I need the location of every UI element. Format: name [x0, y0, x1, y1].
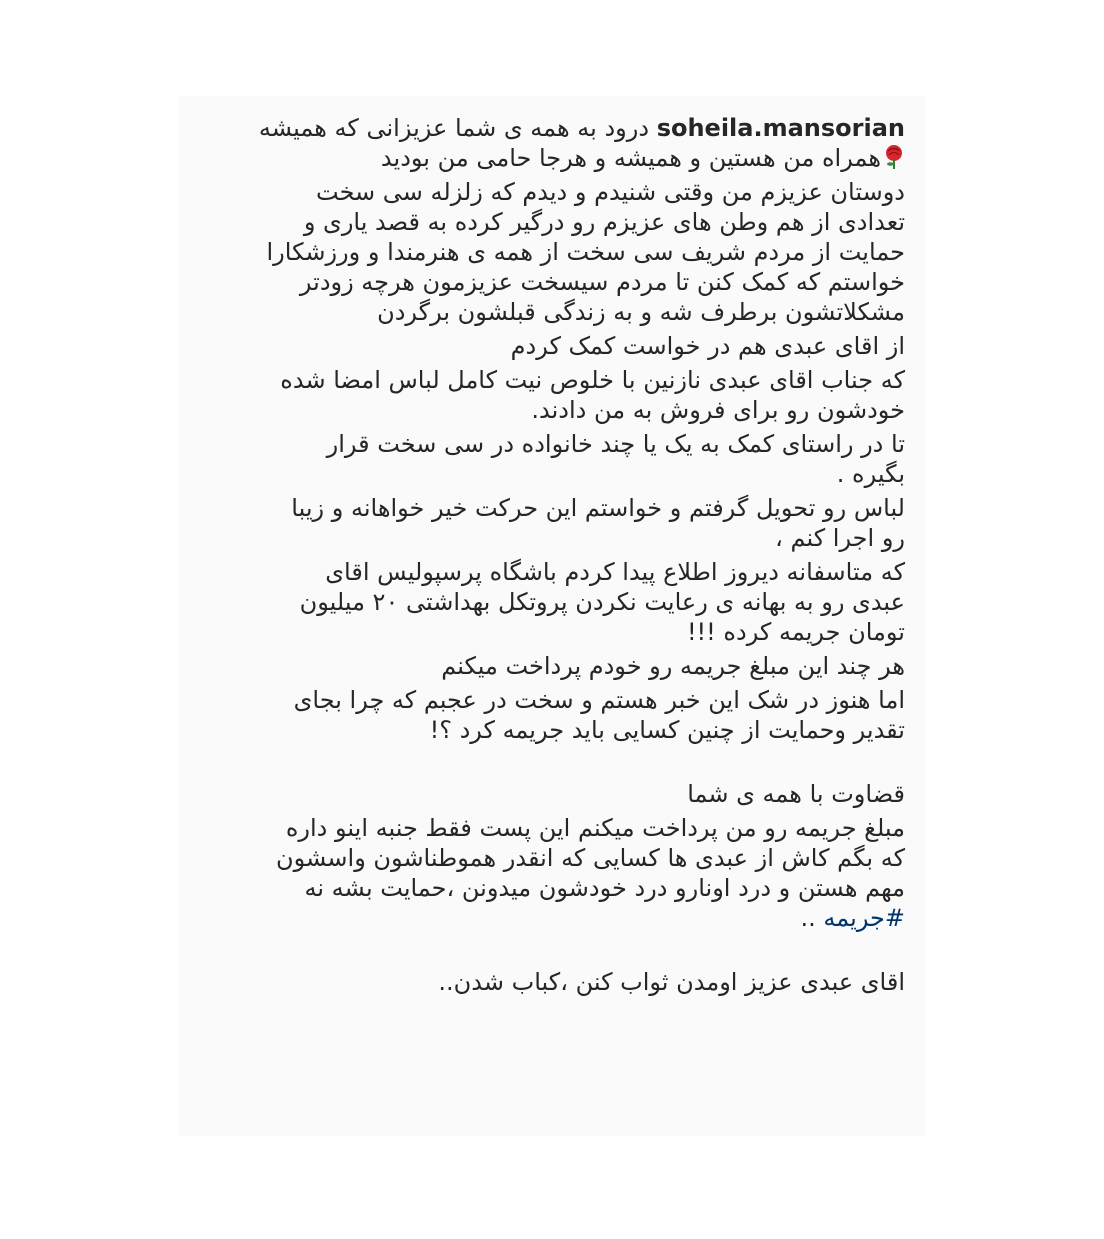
caption-line [205, 903, 905, 933]
caption-line [205, 813, 905, 843]
caption-text: همراه من هستین و همیشه و هرجا حامی من بودید [380, 144, 881, 172]
caption-text: حمایت از مردم شریف سی سخت از همه ی هنرمندا و ورزشکارا [266, 238, 905, 266]
caption-text: قضاوت با همه ی شما [687, 780, 905, 808]
caption-text: اما هنوز در شک این خبر هستم و سخت در عجبم که چرا بجای [293, 686, 905, 714]
caption-line [205, 715, 905, 745]
caption-text: که متاسفانه دیروز اطلاع پیدا کردم باشگاه پرسپولیس اقای [325, 558, 905, 586]
caption-line [205, 177, 905, 207]
caption-text: رو اجرا کنم ، [775, 524, 905, 552]
caption-text: تقدیر وحمایت از چنین کسایی باید جریمه کرد ؟! [429, 716, 905, 744]
caption-line [205, 267, 905, 297]
caption-line [205, 429, 905, 459]
caption-text: دوستان عزیزم من وقتی شنیدم و دیدم که زلزله سی سخت [316, 178, 905, 206]
caption-text: مشکلاتشون برطرف شه و به زندگی قبلشون برگردن [377, 298, 905, 326]
rose-icon [883, 144, 905, 170]
caption-line [205, 297, 905, 327]
caption-text: تعدادی از هم وطن های عزیزم رو درگیر کرده به قصد یاری و [303, 208, 905, 236]
caption-text: مبلغ جریمه رو من پرداخت میکنم این پست فقط جنبه اینو داره [285, 814, 905, 842]
caption-text: هر چند این مبلغ جریمه رو خودم پرداخت میکنم [441, 652, 905, 680]
caption-line [205, 395, 905, 425]
caption-text: که جناب اقای عبدی نازنین با خلوص نیت کامل لباس امضا شده [280, 366, 905, 394]
caption-text: که بگم کاش از عبدی ها کسایی که انقدر هموطناشون واسشون [275, 844, 905, 872]
caption-text: اقای عبدی عزیز اومدن ثواب کنن ،کباب شدن.. [438, 968, 905, 996]
caption-text: لباس رو تحویل گرفتم و خواستم این حرکت خیر خواهانه و زیبا [291, 494, 905, 522]
caption-line [205, 207, 905, 237]
caption-line [205, 365, 905, 395]
caption-line [205, 493, 905, 523]
caption-text: مهم هستن و درد اونارو درد خودشون میدونن ،حمایت بشه نه [304, 874, 905, 902]
caption-line [205, 331, 905, 361]
caption-line [205, 685, 905, 715]
caption-text: بگیره . [836, 460, 905, 488]
caption-line [205, 967, 905, 997]
post-caption [205, 113, 905, 997]
caption-text: تا در راستای کمک به یک یا چند خانواده در سی سخت قرار [326, 430, 905, 458]
caption-text: درود به همه ی شما عزیزانی که همیشه [258, 114, 650, 142]
caption-text: خواستم که کمک کنن تا مردم سیسخت عزیزمون هرچه زودتر [299, 268, 905, 296]
caption-line-2 [205, 143, 905, 173]
caption-text: خودشون رو برای فروش به من دادند. [531, 396, 905, 424]
caption-line [205, 459, 905, 489]
caption-line [205, 843, 905, 873]
caption-line [205, 557, 905, 587]
caption-line [205, 237, 905, 267]
caption-line [205, 523, 905, 553]
caption-line [205, 587, 905, 617]
caption-text: .. [800, 904, 816, 932]
caption-line-1 [205, 113, 905, 143]
caption-text: تومان جریمه کرده !!! [686, 618, 905, 646]
caption-text: از اقای عبدی هم در خواست کمک کردم [510, 332, 905, 360]
caption-line [205, 651, 905, 681]
hashtag-link[interactable]: #جریمه [823, 904, 905, 932]
caption-line [205, 617, 905, 647]
username-link[interactable]: soheila.mansorian [656, 114, 905, 142]
caption-line [205, 873, 905, 903]
caption-line [205, 779, 905, 809]
caption-text: عبدی رو به بهانه ی رعایت نکردن پروتکل بهداشتی ۲۰ میلیون [299, 588, 905, 616]
